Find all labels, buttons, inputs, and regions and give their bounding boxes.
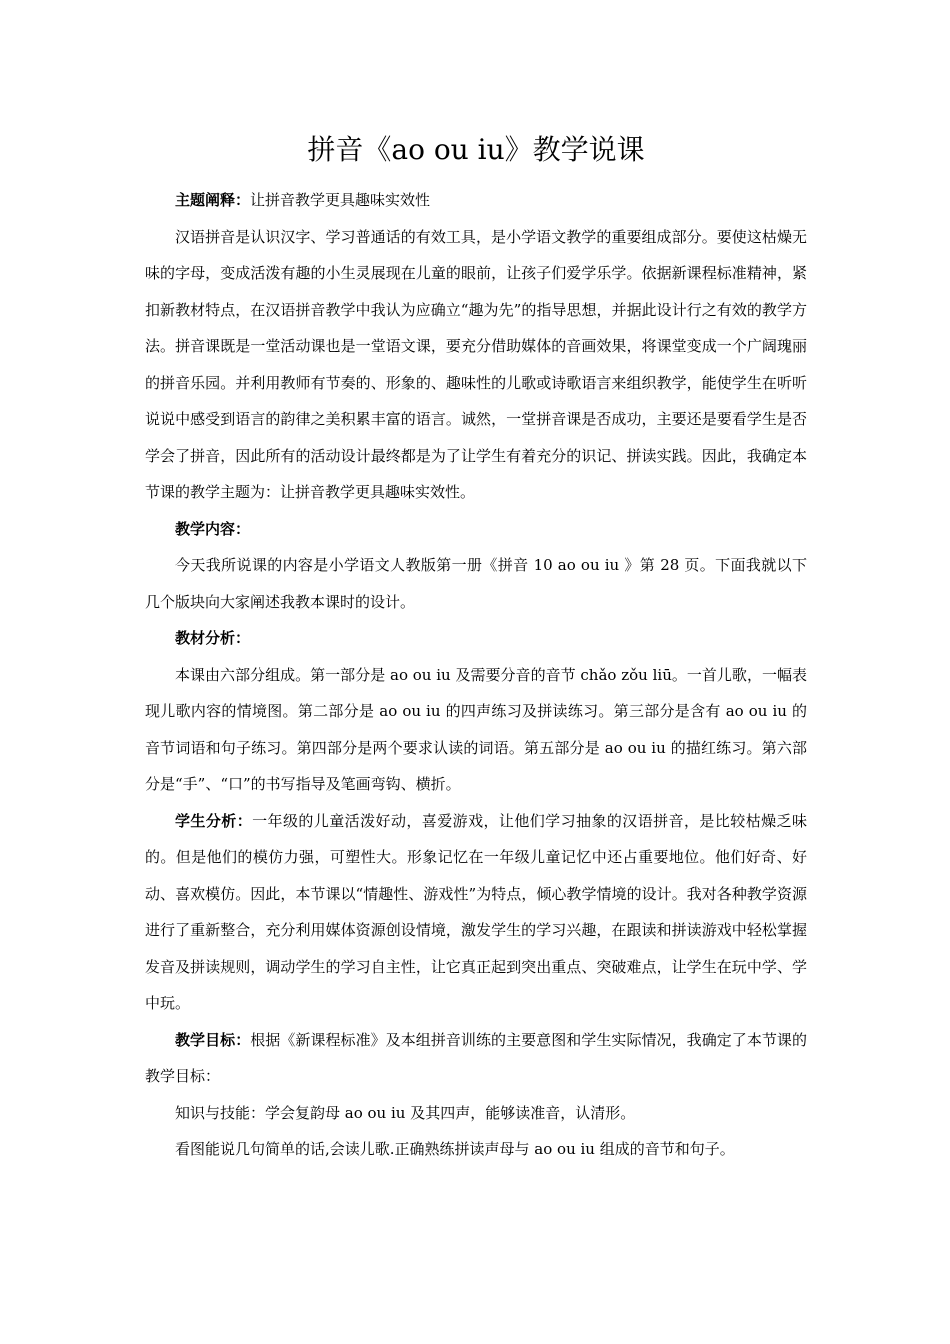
goals-paragraph — [145, 1022, 807, 1095]
theme-text: 让拼音教学更具趣味实效性 — [250, 191, 431, 209]
goals-picture-paragraph: 看图能说几句简单的话,会读儿歌.正确熟练拼读声母与 ao ou iu 组成的音节和句子。 — [175, 1140, 735, 1158]
students-paragraph — [145, 803, 807, 1022]
material-heading — [145, 620, 807, 657]
theme-label: 主题阐释： — [175, 191, 251, 209]
material-paragraph: 本课由六部分组成。第一部分是 ao ou iu 及需要分音的音节 chǎo zǒu liū。一首儿歌，一幅表现儿歌内容的情境图。第二部分是 ao ou iu 的四声练习及拼读练习。第三部分是含有 ao ou iu 的音节词语和句子练习。第四部分是两个要求认读的词语。第五部分是 ao ou iu 的描红练习。第六部分是“手”、“口”的书写指导及笔画弯钩、横折。 — [145, 665, 807, 793]
goals-text: 根据《新课程标准》及本组拼音训练的主要意图和学生实际情况，我确定了本节课的教学目标： — [145, 1030, 807, 1085]
theme-paragraph — [145, 182, 807, 219]
content-label: 教学内容： — [175, 519, 251, 538]
document-page — [145, 128, 807, 1168]
document-title: 拼音《ao ou iu》教学说课 — [307, 133, 645, 166]
content-paragraph: 今天我所说课的内容是小学语文人教版第一册《拼音 10 ao ou iu 》第 28 页。下面我就以下几个版块向大家阐述我教本课时的设计。 — [145, 556, 807, 611]
students-text: 一年级的儿童活泼好动，喜爱游戏，让他们学习抽象的汉语拼音，是比较枯燥乏味的。但是他们的模仿力强，可塑性大。形象记忆在一年级儿童记忆中还占重要地位。他们好奇、好动、喜欢模仿。因此，本节课以“情趣性、游戏性”为特点，倾心教学情境的设计。我对各种教学资源进行了重新整合，充分利用媒体资源创设情境，激发学生的学习兴趣，在跟读和拼读游戏中轻松掌握发音及拼读规则，调动学生的学习自主性，让它真正起到突出重点、突破难点，让学生在玩中学、学中玩。 — [145, 811, 807, 1012]
material-label: 教材分析： — [175, 629, 251, 647]
goals-label: 教学目标： — [175, 1030, 251, 1049]
content-heading — [145, 511, 807, 548]
goals-knowledge-paragraph: 知识与技能：学会复韵母 ao ou iu 及其四声，能够读准音，认清形。 — [175, 1103, 636, 1122]
intro-paragraph: 汉语拼音是认识汉字、学习普通话的有效工具，是小学语文教学的重要组成部分。要使这枯燥无味的字母，变成活泼有趣的小生灵展现在儿童的眼前，让孩子们爱学乐学。依据新课程标准精神，紧扣新教材特点，在汉语拼音教学中我认为应确立“趣为先”的指导思想，并据此设计行之有效的教学方法。拼音课既是一堂活动课也是一堂语文课，要充分借助媒体的音画效果，将课堂变成一个广阔瑰丽的拼音乐园。并利用教师有节奏的、形象的、趣味性的儿歌或诗歌语言来组织教学，能使学生在听听说说中感受到语言的韵律之美积累丰富的语言。诚然，一堂拼音课是否成功，主要还是要看学生是否学会了拼音，因此所有的活动设计最终都是为了让学生有着充分的识记、拼读实践。因此，我确定本节课的教学主题为：让拼音教学更具趣味实效性。 — [145, 227, 807, 501]
students-label: 学生分析： — [175, 811, 253, 830]
